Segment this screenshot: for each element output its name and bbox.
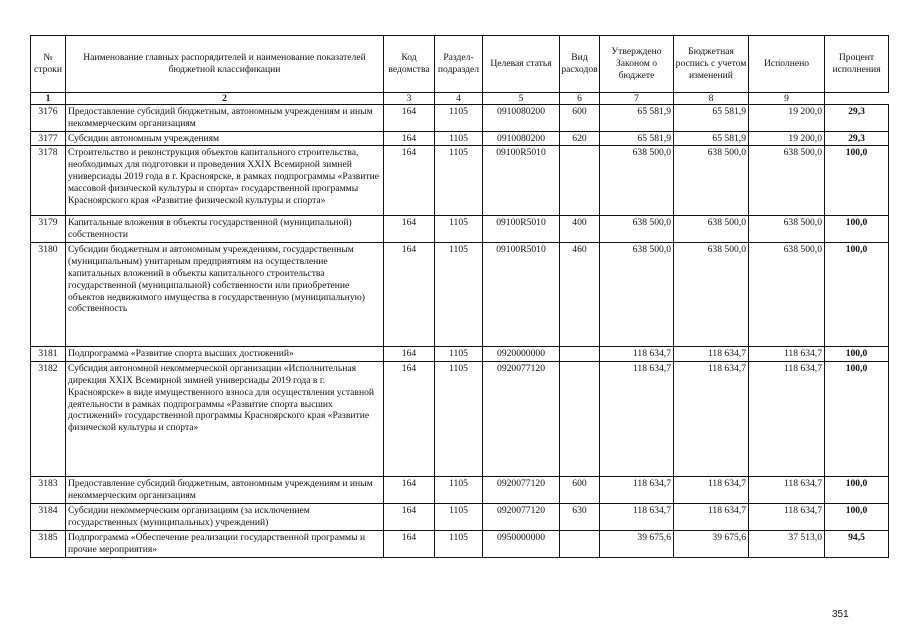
- row-budget-schedule: 638 500,0: [674, 243, 749, 347]
- row-executed: 118 634,7: [749, 362, 825, 477]
- table-row: [31, 131, 889, 146]
- row-number: 3177: [31, 131, 66, 146]
- page-number: 351: [832, 609, 849, 620]
- row-target-article: 0920077120: [483, 362, 560, 477]
- column-number-row: [31, 93, 889, 105]
- column-number: 2: [66, 93, 384, 105]
- row-percent: 29,3: [825, 131, 889, 146]
- row-executed: 118 634,7: [749, 477, 825, 504]
- row-approved: 65 581,9: [600, 105, 674, 132]
- row-dept-code: 164: [384, 347, 435, 362]
- header-expense-type: Вид расходов: [560, 36, 600, 93]
- table-row: [31, 146, 889, 216]
- column-number: 7: [600, 93, 674, 105]
- row-section: 1105: [435, 504, 483, 531]
- column-number: 5: [483, 93, 560, 105]
- row-budget-schedule: 638 500,0: [674, 146, 749, 216]
- row-dept-code: 164: [384, 243, 435, 347]
- row-approved: 118 634,7: [600, 362, 674, 477]
- row-budget-schedule: 118 634,7: [674, 504, 749, 531]
- column-number: 9: [749, 93, 825, 105]
- table-row: [31, 504, 889, 531]
- row-executed: 118 634,7: [749, 504, 825, 531]
- row-section: 1105: [435, 531, 483, 558]
- table-row: [31, 477, 889, 504]
- column-number: 3: [384, 93, 435, 105]
- row-number: 3182: [31, 362, 66, 477]
- row-approved: 65 581,9: [600, 131, 674, 146]
- row-executed: 19 200,0: [749, 105, 825, 132]
- row-name: Строительство и реконструкция объектов капитального строительства, необходимых для подготовки и проведения XXIX Всемирной зимней универсиады 2019 года в г. Красноярске, в рамках подпрограммы «Развитие массовой физической культуры и спорта» государственной программы Красноярского края «Развитие физической культуры и спорта»: [66, 146, 384, 216]
- row-section: 1105: [435, 362, 483, 477]
- row-budget-schedule: 65 581,9: [674, 105, 749, 132]
- row-target-article: 0910080200: [483, 105, 560, 132]
- row-name: Подпрограмма «Обеспечение реализации государственной программы и прочие мероприятия»: [66, 531, 384, 558]
- row-approved: 638 500,0: [600, 216, 674, 243]
- row-dept-code: 164: [384, 105, 435, 132]
- row-percent: 100,0: [825, 243, 889, 347]
- row-executed: 638 500,0: [749, 243, 825, 347]
- row-expense-type: 600: [560, 105, 600, 132]
- column-number: 6: [560, 93, 600, 105]
- row-number: 3179: [31, 216, 66, 243]
- row-dept-code: 164: [384, 531, 435, 558]
- row-number: 3183: [31, 477, 66, 504]
- row-approved: 118 634,7: [600, 477, 674, 504]
- row-number: 3184: [31, 504, 66, 531]
- row-approved: 638 500,0: [600, 146, 674, 216]
- row-section: 1105: [435, 131, 483, 146]
- row-number: 3178: [31, 146, 66, 216]
- row-executed: 37 513,0: [749, 531, 825, 558]
- header-name: Наименование главных распорядителей и наименование показателей бюджетной классификации: [66, 36, 384, 93]
- row-executed: 19 200,0: [749, 131, 825, 146]
- row-target-article: 0950000000: [483, 531, 560, 558]
- header-executed: Исполнено: [749, 36, 825, 93]
- row-percent: 94,5: [825, 531, 889, 558]
- row-section: 1105: [435, 477, 483, 504]
- budget-execution-table: [30, 35, 889, 558]
- row-section: 1105: [435, 146, 483, 216]
- row-dept-code: 164: [384, 504, 435, 531]
- row-expense-type: 600: [560, 477, 600, 504]
- row-expense-type: 630: [560, 504, 600, 531]
- row-name: Предоставление субсидий бюджетным, автономным учреждениям и иным некоммерческим организациям: [66, 477, 384, 504]
- header-target-article: Целевая статья: [483, 36, 560, 93]
- row-approved: 638 500,0: [600, 243, 674, 347]
- row-number: 3176: [31, 105, 66, 132]
- row-dept-code: 164: [384, 131, 435, 146]
- row-number: 3180: [31, 243, 66, 347]
- table-row: [31, 531, 889, 558]
- row-percent: 29,3: [825, 105, 889, 132]
- header-budget-schedule: Бюджетная роспись с учетом изменений: [674, 36, 749, 93]
- table-row: [31, 216, 889, 243]
- row-executed: 118 634,7: [749, 347, 825, 362]
- column-number: 4: [435, 93, 483, 105]
- column-number: 1: [31, 93, 66, 105]
- row-section: 1105: [435, 243, 483, 347]
- row-target-article: 0920000000: [483, 347, 560, 362]
- row-approved: 118 634,7: [600, 347, 674, 362]
- row-number: 3181: [31, 347, 66, 362]
- row-target-article: 09100R5010: [483, 216, 560, 243]
- row-section: 1105: [435, 105, 483, 132]
- row-dept-code: 164: [384, 477, 435, 504]
- row-expense-type: [560, 362, 600, 477]
- row-dept-code: 164: [384, 146, 435, 216]
- row-percent: 100,0: [825, 477, 889, 504]
- header-percent: Процент исполнения: [825, 36, 889, 93]
- row-expense-type: 620: [560, 131, 600, 146]
- row-executed: 638 500,0: [749, 216, 825, 243]
- row-percent: 100,0: [825, 216, 889, 243]
- header-approved: Утверждено Законом о бюджете: [600, 36, 674, 93]
- header-section: Раздел-подраздел: [435, 36, 483, 93]
- row-expense-type: [560, 146, 600, 216]
- row-name: Предоставление субсидий бюджетным, автономным учреждениям и иным некоммерческим организациям: [66, 105, 384, 132]
- row-expense-type: 460: [560, 243, 600, 347]
- header-row: [31, 36, 889, 93]
- row-name: Субсидии автономным учреждениям: [66, 131, 384, 146]
- row-target-article: 09100R5010: [483, 243, 560, 347]
- row-expense-type: [560, 347, 600, 362]
- row-section: 1105: [435, 347, 483, 362]
- row-name: Субсидии некоммерческим организациям (за исключением государственных (муниципальных) учреждений): [66, 504, 384, 531]
- row-approved: 39 675,6: [600, 531, 674, 558]
- header-dept-code: Код ведомства: [384, 36, 435, 93]
- table-row: [31, 243, 889, 347]
- row-percent: 100,0: [825, 362, 889, 477]
- row-budget-schedule: 118 634,7: [674, 362, 749, 477]
- row-expense-type: 400: [560, 216, 600, 243]
- row-budget-schedule: 118 634,7: [674, 347, 749, 362]
- row-budget-schedule: 39 675,6: [674, 531, 749, 558]
- column-number: 8: [674, 93, 749, 105]
- table-row: [31, 347, 889, 362]
- row-target-article: 0920077120: [483, 504, 560, 531]
- row-section: 1105: [435, 216, 483, 243]
- row-percent: 100,0: [825, 347, 889, 362]
- row-name: Подпрограмма «Развитие спорта высших достижений»: [66, 347, 384, 362]
- row-number: 3185: [31, 531, 66, 558]
- row-percent: 100,0: [825, 504, 889, 531]
- row-expense-type: [560, 531, 600, 558]
- row-budget-schedule: 638 500,0: [674, 216, 749, 243]
- row-dept-code: 164: [384, 216, 435, 243]
- row-target-article: 09100R5010: [483, 146, 560, 216]
- row-percent: 100,0: [825, 146, 889, 216]
- row-approved: 118 634,7: [600, 504, 674, 531]
- row-target-article: 0920077120: [483, 477, 560, 504]
- row-executed: 638 500,0: [749, 146, 825, 216]
- row-budget-schedule: 65 581,9: [674, 131, 749, 146]
- table-row: [31, 105, 889, 132]
- row-target-article: 0910080200: [483, 131, 560, 146]
- header-row-number: № строки: [31, 36, 66, 93]
- row-name: Капитальные вложения в объекты государственной (муниципальной) собственности: [66, 216, 384, 243]
- row-budget-schedule: 118 634,7: [674, 477, 749, 504]
- table-row: [31, 362, 889, 477]
- row-name: Субсидия автономной некоммерческой организации «Исполнительная дирекция XXIX Всемирной зимней универсиады 2019 года в г. Красноярске» в виде имущественного взноса для осуществления уставной деятельности в рамках подпрограммы «Развитие спорта высших достижений» государственной программы Красноярского края «Развитие физической культуры и спорта»: [66, 362, 384, 477]
- row-name: Субсидии бюджетным и автономным учреждениям, государственным (муниципальным) унитарным предприятиям на осуществление капитальных вложений в объекты капитального строительства государственной (муниципальной) собственности или приобретение объектов недвижимого имущества в государственную (муниципальную) собственность: [66, 243, 384, 347]
- row-dept-code: 164: [384, 362, 435, 477]
